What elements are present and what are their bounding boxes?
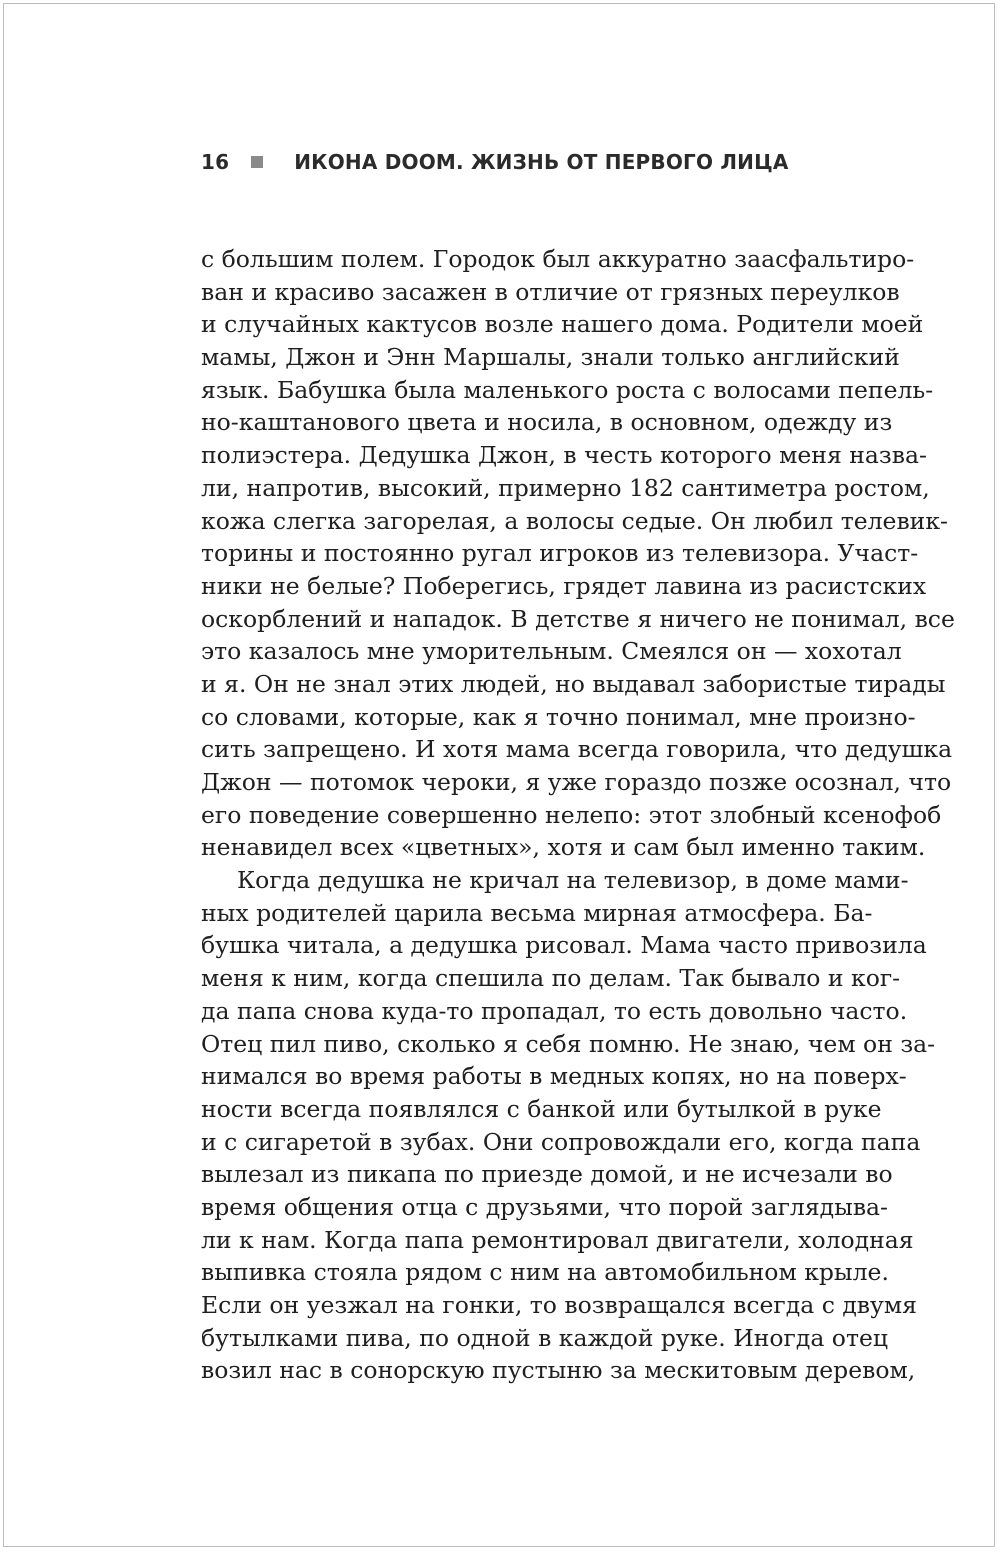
text-line: но-каштанового цвета и носила, в основном, одежду из bbox=[201, 408, 893, 437]
text-line: Джон — потомок чероки, я уже гораздо позже осознал, что bbox=[201, 768, 952, 796]
text-line: возил нас в сонорскую пустыню за мескитовым деревом, bbox=[201, 1356, 916, 1385]
book-page bbox=[3, 3, 995, 1547]
page-number: 16 bbox=[201, 150, 230, 174]
running-head bbox=[201, 144, 861, 180]
text-line: и случайных кактусов возле нашего дома. Родители моей bbox=[201, 310, 924, 339]
separator-square-icon bbox=[251, 156, 263, 168]
text-line: бушка читала, а дедушка рисовал. Мама часто привозила bbox=[201, 931, 927, 960]
text-line: Когда дедушка не кричал на телевизор, в доме мами- bbox=[237, 866, 909, 895]
text-line: это казалось мне уморительным. Смеялся он — хохотал bbox=[201, 637, 902, 666]
text-line: ных родителей царила весьма мирная атмосфера. Ба- bbox=[201, 898, 873, 927]
text-line: с большим полем. Городок был аккуратно заасфальтиро- bbox=[201, 245, 915, 273]
text-line: его поведение совершенно нелепо: этот злобный ксенофоб bbox=[201, 800, 942, 829]
text-line: ван и красиво засажен в отличие от грязных переулков bbox=[201, 277, 900, 306]
text-line: вылезал из пикапа по приезде домой, и не исчезали во bbox=[201, 1160, 893, 1189]
text-line: мамы, Джон и Энн Маршалы, знали только английский bbox=[201, 343, 900, 372]
text-line: Если он уезжал на гонки, то возвращался всегда с двумя bbox=[201, 1291, 917, 1319]
text-line: со словами, которые, как я точно понимал, мне произно- bbox=[201, 702, 916, 731]
paragraph-2 bbox=[201, 864, 936, 1387]
text-line: Отец пил пиво, сколько я себя помню. Не знаю, чем он за- bbox=[201, 1029, 936, 1058]
text-line: ли, напротив, высокий, примерно 182 сантиметра ростом, bbox=[201, 473, 930, 502]
text-line: ники не белые? Поберегись, грядет лавина из расистских bbox=[201, 571, 927, 600]
text-line: оскорблений и нападок. В детстве я ничего не понимал, все bbox=[201, 604, 955, 633]
text-line: торины и постоянно ругал игроков из телевизора. Участ- bbox=[201, 539, 919, 568]
text-line: и я. Он не знал этих людей, но выдавал забористые тирады bbox=[201, 669, 946, 698]
paragraph-1 bbox=[201, 243, 955, 864]
text-line: ности всегда появлялся с банкой или бутылкой в руке bbox=[201, 1094, 882, 1123]
text-line: да папа снова куда-то пропадал, то есть довольно часто. bbox=[201, 996, 908, 1025]
text-line: сить запрещено. И хотя мама всегда говорила, что дедушка bbox=[201, 735, 953, 764]
text-line: бутылками пива, по одной в каждой руке. Иногда отец bbox=[201, 1323, 888, 1352]
text-line: язык. Бабушка была маленького роста с волосами пепель- bbox=[201, 375, 934, 404]
text-line: меня к ним, когда спешила по делам. Так бывало и ког- bbox=[201, 964, 901, 993]
running-head-title: ИКОНА DOOM. ЖИЗНЬ ОТ ПЕРВОГО ЛИЦА bbox=[294, 150, 789, 174]
body-text bbox=[201, 243, 955, 1387]
text-line: ли к нам. Когда папа ремонтировал двигатели, холодная bbox=[201, 1225, 914, 1254]
text-line: кожа слегка загорелая, а волосы седые. Он любил телевик- bbox=[201, 506, 948, 535]
text-line: ненавидел всех «цветных», хотя и сам был именно таким. bbox=[201, 833, 926, 862]
text-line: полиэстера. Дедушка Джон, в честь которого меня назва- bbox=[201, 441, 927, 470]
text-line: и с сигаретой в зубах. Они сопровождали его, когда папа bbox=[201, 1127, 921, 1156]
text-line: нимался во время работы в медных копях, но на поверх- bbox=[201, 1062, 907, 1091]
text-line: время общения отца с друзьями, что порой заглядыва- bbox=[201, 1192, 888, 1221]
text-line: выпивка стояла рядом с ним на автомобильном крыле. bbox=[201, 1258, 889, 1287]
